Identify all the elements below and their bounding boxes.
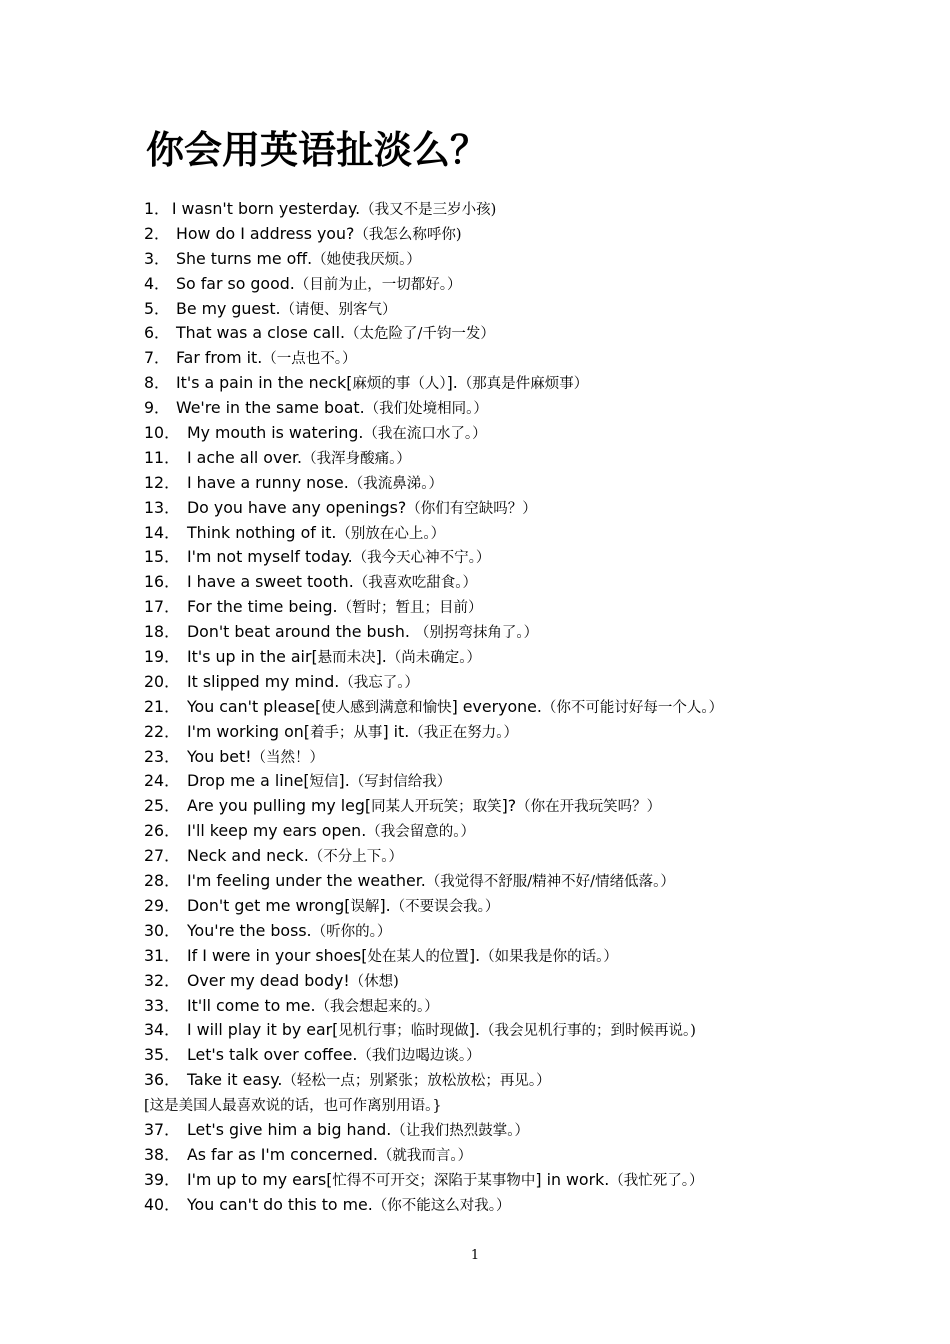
phrase-number: 15． [144, 547, 180, 567]
phrase-chinese-text: （我今天心神不宁。） [352, 550, 491, 567]
phrase-english-text: You can't please[ [187, 696, 322, 716]
phrase-chinese-text: （如果我是你的话。） [480, 948, 618, 965]
phrase-english-text: It's a pain in the neck[ [176, 373, 353, 393]
phrase-chinese-text: （我浑身酸痛。） [302, 450, 411, 467]
phrase-number: 31． [144, 945, 180, 965]
phrase-english-text: How do I address you? [176, 223, 355, 243]
phrase-number: 18． [144, 622, 180, 642]
phrase-english-text: For the time being. [187, 597, 338, 617]
phrase-english-text: Do you have any openings? [187, 497, 407, 517]
phrase-chinese-text: （太危险了/千钧一发） [344, 326, 495, 343]
phrase-item [144, 720, 924, 745]
phrase-english-text: Let's talk over coffee. [187, 1045, 358, 1065]
phrase-english-text: Think nothing of it. [187, 522, 337, 542]
phrase-item [144, 1068, 924, 1093]
phrase-number: 23． [144, 746, 180, 766]
phrase-number: 38． [144, 1144, 180, 1164]
phrase-english-text: Are you pulling my leg[ [187, 796, 372, 816]
phrase-chinese-text: 着手；从事 [309, 724, 383, 741]
phrase-chinese-text: （我喜欢吃甜食。） [353, 575, 477, 592]
phrase-item [144, 222, 924, 247]
phrase-number: 14． [144, 522, 180, 542]
phrase-english-text: ]. [446, 373, 458, 393]
phrase-english-text: I'm feeling under the weather. [187, 871, 426, 891]
phrase-number: 37． [144, 1119, 180, 1139]
phrase-english-text: ] in work. [535, 1169, 610, 1189]
phrase-number: 33． [144, 995, 180, 1015]
phrase-item [144, 1143, 924, 1168]
phrase-english-text: Let's give him a big hand. [187, 1119, 392, 1139]
phrase-chinese-text: （你不可能讨好每一个人。） [541, 699, 724, 716]
phrase-item [144, 894, 924, 919]
phrase-number: 3． [144, 248, 170, 268]
phrase-number: 4． [144, 273, 170, 293]
phrase-chinese-text: （让我们热烈鼓掌。） [391, 1122, 530, 1139]
phrase-chinese-text: （我觉得不舒服/精神不好/情绪低落。） [425, 874, 675, 891]
phrase-item [144, 371, 924, 396]
phrase-item [144, 421, 924, 446]
phrase-chinese-text: （我忙死了。） [609, 1172, 704, 1189]
phrase-chinese-text: 同某人开玩笑；取笑 [371, 799, 502, 816]
phrase-item [144, 819, 924, 844]
phrase-chinese-text: 见机行事；临时现做 [338, 1023, 469, 1040]
phrase-chinese-text: （你在开我玩笑吗？） [516, 799, 662, 816]
phrase-english-text: As far as I'm concerned. [187, 1144, 378, 1164]
phrase-chinese-text: （不要误会我。） [390, 898, 500, 915]
phrase-chinese-text: （别拐弯抹角了。） [414, 625, 539, 642]
phrase-chinese-text: （当然！） [251, 749, 325, 766]
phrase-english-text: ] it. [382, 721, 410, 741]
phrase-number: 35． [144, 1045, 180, 1065]
phrase-chinese-text: 悬而未决 [317, 650, 376, 667]
phrase-chinese-text: （那真是件麻烦事） [457, 376, 589, 393]
phrase-chinese-text: （我们处境相同。） [364, 401, 488, 418]
phrase-english-text: I'll keep my ears open. [187, 821, 367, 841]
phrase-english-text: I'm not myself today. [187, 547, 353, 567]
phrase-number: 22． [144, 721, 180, 741]
phrase-english-text: Neck and neck. [187, 846, 309, 866]
phrase-chinese-text: （写封信给我） [349, 774, 452, 791]
phrase-english-text: Take it easy. [187, 1070, 283, 1090]
phrase-item [144, 944, 924, 969]
phrase-item [144, 745, 924, 770]
phrase-english-text: ] everyone. [451, 696, 542, 716]
phrase-number: 16． [144, 572, 180, 592]
phrase-chinese-text: 麻烦的事（人） [352, 376, 447, 393]
phrase-chinese-text: （就我而言。） [377, 1147, 473, 1164]
phrase-item [144, 1018, 924, 1043]
phrase-chinese-text: （我又不是三岁小孩) [360, 202, 497, 218]
phrase-item [144, 272, 924, 297]
page-number: 1 [470, 1248, 480, 1263]
phrase-chinese-text: （别放在心上。） [336, 525, 446, 542]
phrase-number: 17． [144, 597, 180, 617]
phrase-number: 40． [144, 1194, 180, 1214]
phrase-item [144, 645, 924, 670]
phrase-english-text: Don't get me wrong[ [187, 895, 351, 915]
phrase-number: 25． [144, 796, 180, 816]
phrase-item [144, 297, 924, 322]
phrase-number: 28． [144, 871, 180, 891]
phrase-chinese-text: （我会见机行事的；到时候再说。) [480, 1023, 696, 1040]
phrase-item [144, 247, 924, 272]
phrase-item [144, 396, 924, 421]
phrase-number: 6． [144, 323, 170, 343]
phrase-number: 7． [144, 348, 170, 368]
phrase-chinese-text: 处在某人的位置 [367, 948, 469, 965]
phrase-item [144, 919, 924, 944]
phrase-english-text: ]. [468, 945, 481, 965]
phrase-chinese-text: （你们有空缺吗？） [406, 500, 537, 517]
phrase-english-text: Don't beat around the bush. [187, 622, 415, 642]
phrase-item [144, 521, 924, 546]
phrase-english-text: You can't do this to me. [187, 1194, 373, 1214]
phrase-item [144, 446, 924, 471]
phrase-number: 32． [144, 970, 180, 990]
phrase-number: 29． [144, 895, 180, 915]
phrase-item [144, 670, 924, 695]
phrase-english-text: That was a close call. [176, 323, 345, 343]
phrase-chinese-text: 使人感到满意和愉快 [321, 699, 452, 716]
phrase-chinese-text: [这是美国人最喜欢说的话，也可作离别用语。} [144, 1098, 442, 1115]
phrase-note [144, 1093, 924, 1118]
phrase-english-text: You're the boss. [187, 920, 312, 940]
phrase-chinese-text: （目前为止，一切都好。） [294, 276, 462, 293]
phrase-english-text: Far from it. [176, 348, 263, 368]
phrase-chinese-text: 误解 [350, 898, 380, 915]
phrase-item [144, 844, 924, 869]
phrase-english-text: It'll come to me. [187, 995, 316, 1015]
phrase-item [144, 346, 924, 371]
phrase-english-text: ]. [468, 1020, 480, 1040]
phrase-chinese-text: （我正在努力。） [409, 724, 518, 741]
phrase-number: 11． [144, 447, 180, 467]
phrase-chinese-text: （尚未确定。） [386, 650, 482, 667]
phrase-chinese-text: （暂时；暂且；目前） [337, 600, 483, 617]
phrase-number: 26． [144, 821, 180, 841]
phrase-list [144, 197, 924, 1218]
phrase-chinese-text: 短信 [309, 774, 339, 791]
phrase-number: 20． [144, 671, 180, 691]
phrase-english-text: ]. [379, 895, 391, 915]
phrase-number: 39． [144, 1169, 180, 1189]
phrase-chinese-text: （我流鼻涕。） [348, 475, 443, 492]
phrase-number: 8． [144, 373, 170, 393]
phrase-chinese-text: （听你的。） [311, 923, 392, 940]
phrase-number: 1． [144, 199, 170, 218]
phrase-english-text: I have a runny nose. [187, 472, 349, 492]
phrase-number: 21． [144, 696, 180, 716]
phrase-item [144, 545, 924, 570]
phrase-item [144, 969, 924, 994]
phrase-chinese-text: （轻松一点；别紧张；放松放松；再见。） [282, 1073, 551, 1090]
phrase-chinese-text: 忙得不可开交；深陷于某事物中 [332, 1172, 536, 1189]
phrase-item [144, 869, 924, 894]
phrase-number: 2． [144, 223, 170, 243]
phrase-item [144, 496, 924, 521]
phrase-english-text: Drop me a line[ [187, 771, 310, 791]
phrase-item [144, 471, 924, 496]
phrase-english-text: I wasn't born yesterday. [171, 199, 361, 218]
phrase-chinese-text: （你不能这么对我。） [372, 1197, 511, 1214]
phrase-english-text: She turns me off. [176, 248, 313, 268]
phrase-english-text: We're in the same boat. [176, 398, 365, 418]
phrase-item [144, 570, 924, 595]
phrase-item [144, 1168, 924, 1193]
phrase-english-text: It's up in the air[ [187, 647, 318, 667]
phrase-item [144, 321, 924, 346]
phrase-number: 19． [144, 647, 180, 667]
phrase-item [144, 794, 924, 819]
phrase-item [144, 1193, 924, 1218]
phrase-number: 24． [144, 771, 180, 791]
phrase-item [144, 769, 924, 794]
phrase-number: 13． [144, 497, 180, 517]
phrase-number: 36． [144, 1070, 180, 1090]
phrase-english-text: Be my guest. [176, 298, 281, 318]
phrase-english-text: If I were in your shoes[ [187, 945, 368, 965]
phrase-english-text: My mouth is watering. [187, 423, 364, 443]
phrase-english-text: Over my dead body! [187, 970, 350, 990]
phrase-english-text: ]. [375, 647, 387, 667]
phrase-number: 9． [144, 398, 170, 418]
phrase-number: 10． [144, 423, 180, 443]
phrase-chinese-text: （请便、别客气） [280, 301, 397, 318]
phrase-number: 30． [144, 920, 180, 940]
phrase-english-text: You bet! [187, 746, 252, 766]
phrase-item [144, 695, 924, 720]
phrase-english-text: I have a sweet tooth. [187, 572, 354, 592]
phrase-chinese-text: （不分上下。） [308, 849, 403, 866]
phrase-item [144, 1043, 924, 1068]
phrase-chinese-text: （我在流口水了。） [363, 426, 487, 443]
phrase-english-text: ]. [338, 771, 350, 791]
phrase-english-text: I'm working on[ [187, 721, 310, 741]
page-title: 你会用英语扯淡么？ [146, 127, 489, 172]
phrase-chinese-text: （我怎么称呼你) [354, 226, 462, 243]
phrase-item [144, 620, 924, 645]
phrase-english-text: So far so good. [176, 273, 295, 293]
phrase-english-text: It slipped my mind. [187, 671, 340, 691]
phrase-chinese-text: （她使我厌烦。） [312, 251, 421, 268]
phrase-chinese-text: （一点也不。） [262, 351, 357, 368]
phrase-item [144, 994, 924, 1019]
phrase-chinese-text: （我们边喝边谈。） [357, 1048, 481, 1065]
phrase-chinese-text: （我忘了。） [339, 674, 420, 691]
phrase-english-text: I ache all over. [187, 447, 303, 467]
phrase-item [144, 1118, 924, 1143]
phrase-english-text: ]? [501, 796, 517, 816]
phrase-chinese-text: （我会留意的。） [366, 824, 475, 841]
phrase-number: 5． [144, 298, 170, 318]
phrase-item [144, 595, 924, 620]
phrase-english-text: I'm up to my ears[ [187, 1169, 333, 1189]
phrase-number: 34． [144, 1020, 180, 1040]
phrase-item [144, 197, 924, 222]
phrase-number: 27． [144, 846, 180, 866]
phrase-chinese-text: （我会想起来的。） [315, 998, 439, 1015]
phrase-number: 12． [144, 472, 180, 492]
phrase-english-text: I will play it by ear[ [187, 1020, 339, 1040]
phrase-chinese-text: （休想) [349, 973, 399, 990]
